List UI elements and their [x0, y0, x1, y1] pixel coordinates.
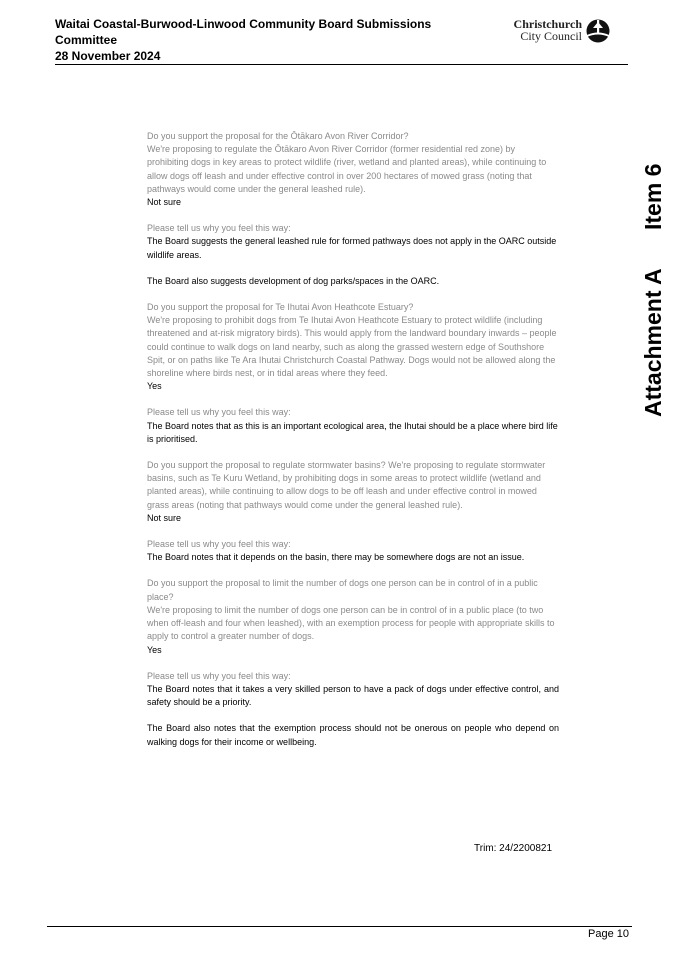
question-description: We're proposing to regulate the Ōtākaro Avon River Corridor (former residential red zone) by prohibiting dogs in key areas to protect wildlife (river, wetland and planted areas), while continuing to allow dogs off leash and under effective control in over 200 hectares of mowed grass (noting that pathways would come under the general leashed rule).	[147, 144, 547, 194]
item-number-label: Item 6	[640, 163, 666, 230]
trim-reference: Trim: 24/2200821	[474, 843, 553, 854]
logo-line-2: City Council	[520, 29, 582, 43]
footer-divider	[47, 926, 632, 927]
board-response: The Board suggests the general leashed rule for formed pathways does not apply in the OARC outside wildlife areas.	[147, 236, 557, 260]
page-header	[55, 16, 628, 65]
page-number: Page 10	[588, 928, 629, 940]
board-response: The Board notes that as this is an important ecological area, the Ihutai should be a place where bird life is prioritised.	[147, 420, 558, 444]
answer-value: Not sure	[147, 512, 182, 523]
why-label: Please tell us why you feel this way:	[147, 539, 291, 550]
question-block	[147, 459, 559, 564]
question-text: Do you support the proposal to regulate stormwater basins? We're proposing to regulate stormwater basins, such as Te Kuru Wetland, by prohibiting dogs in some areas to protect wildlife (wetland and planted areas), while continuing to allow dogs to be off leash and under effective control in mowed grass areas (noting that pathways would come under the general leashed rule).	[147, 460, 546, 510]
why-label: Please tell us why you feel this way:	[147, 223, 291, 234]
board-response: The Board notes that it takes a very skilled person to have a pack of dogs under effective control, and safety should be a priority.	[147, 683, 559, 708]
attachment-label: Attachment A	[640, 268, 666, 417]
why-label: Please tell us why you feel this way:	[147, 670, 291, 681]
header-date: 28 November 2024	[55, 49, 161, 63]
council-logo	[506, 18, 616, 48]
why-label: Please tell us why you feel this way:	[147, 407, 291, 418]
question-text: Do you support the proposal for the Ōtākaro Avon River Corridor?	[147, 131, 409, 141]
question-block	[147, 577, 559, 748]
question-text: Do you support the proposal to limit the number of dogs one person can be in control of in a public place?	[147, 578, 538, 602]
logo-text	[506, 18, 582, 42]
board-response: The Board also notes that the exemption process should not be onerous on people who depend on walking dogs for their income or wellbeing.	[147, 723, 559, 747]
answer-value: Not sure	[147, 197, 182, 208]
cathedral-logo-icon	[586, 18, 610, 44]
submission-content	[147, 130, 559, 749]
question-description: We're proposing to prohibit dogs from Te Ihutai Avon Heathcote Estuary to protect wildlife (including threatened and at-risk migratory birds). This would apply from the landward boundary inwards – people could continue to walk dogs on land nearby, such as along the grassed western edge of Southshore Spit, or on paths like Te Ara Ihutai Christchurch Coastal Pathway. Dogs would not be allowed along the shoreline where birds nest, or in tidal areas where they feed.	[147, 315, 557, 379]
answer-value: Yes	[147, 644, 162, 655]
question-block	[147, 301, 559, 446]
question-block	[147, 130, 559, 288]
header-title: Waitai Coastal-Burwood-Linwood Community Board Submissions Committee	[55, 17, 432, 47]
logo-line-1: Christchurch	[513, 17, 582, 31]
side-label-item	[640, 160, 675, 230]
question-description: We're proposing to limit the number of dogs one person can be in control of in a public place (to two when off-leash and four when leashed), with an exemption process for people with appropriate skills to apply to control a greater number of dogs.	[147, 604, 555, 642]
board-response: The Board also suggests development of dog parks/spaces in the OARC.	[147, 275, 440, 286]
question-text: Do you support the proposal for Te Ihutai Avon Heathcote Estuary?	[147, 302, 414, 313]
side-label-attachment	[640, 265, 675, 415]
answer-value: Yes	[147, 381, 162, 392]
board-response: The Board notes that it depends on the basin, there may be somewhere dogs are not an issue.	[147, 552, 525, 563]
